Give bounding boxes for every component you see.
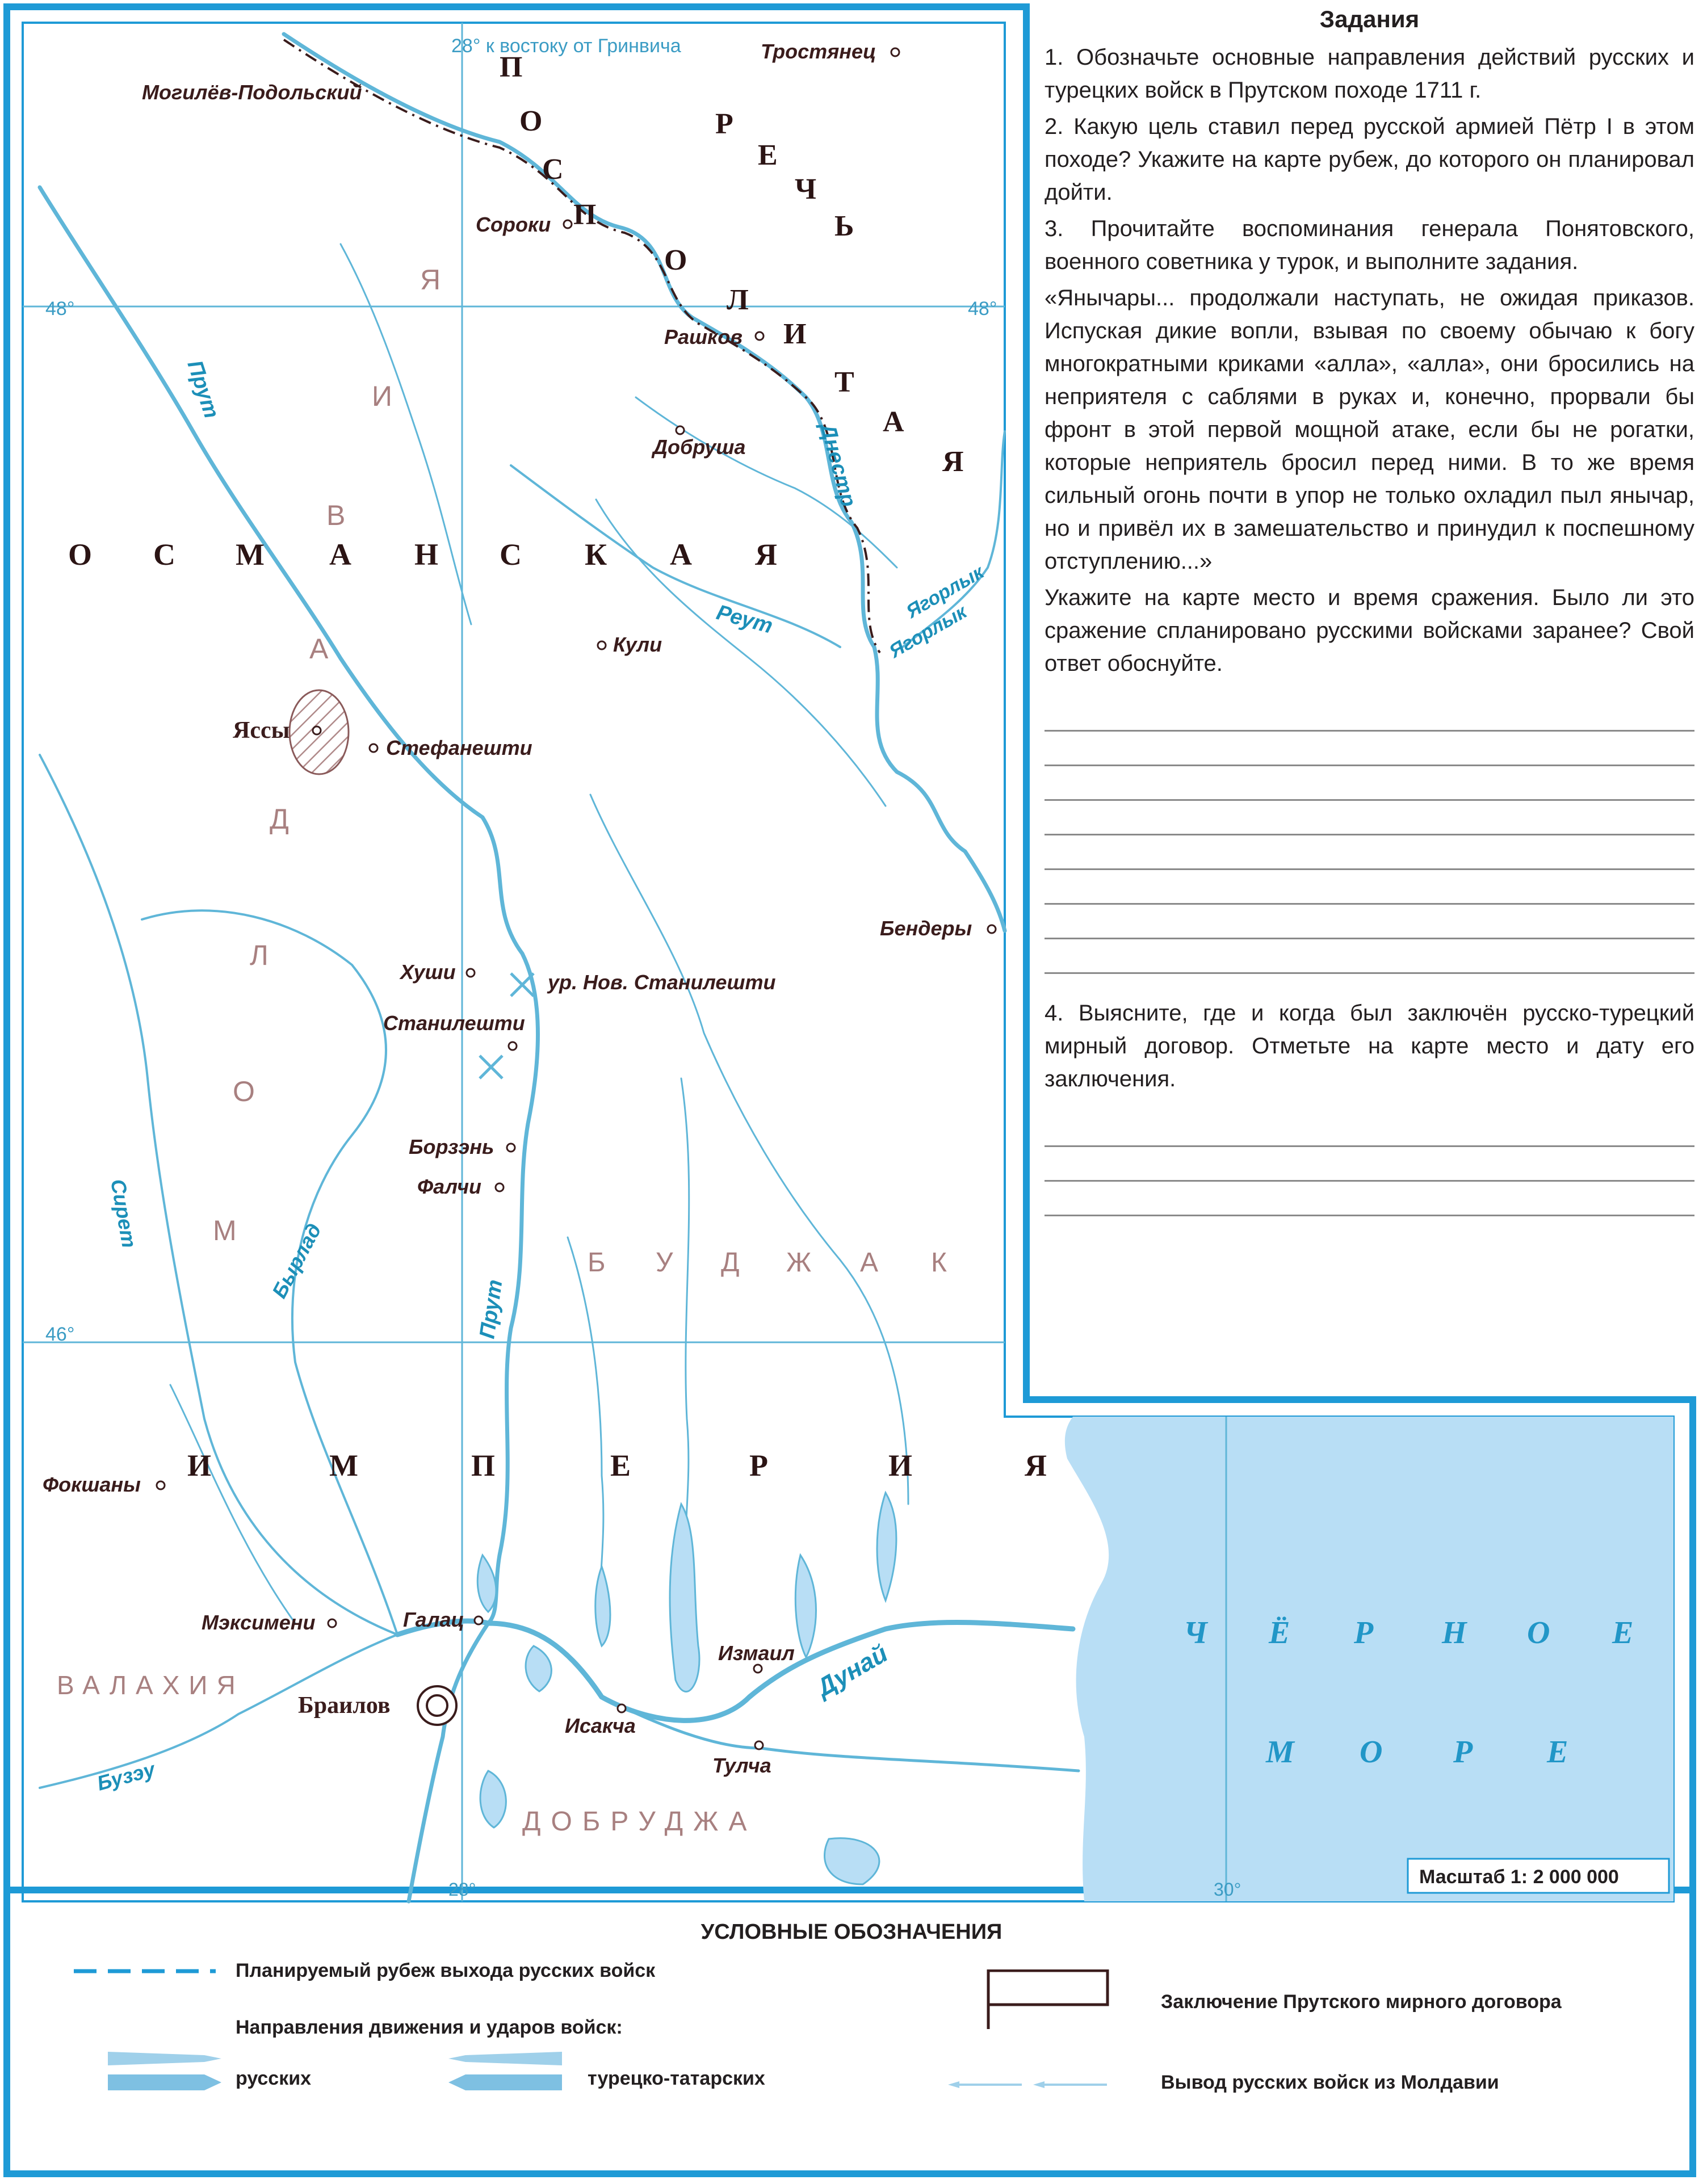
answer-lines-1[interactable]: [1045, 697, 1694, 974]
empire-letter: И: [888, 1448, 916, 1482]
siret-river: [40, 755, 397, 1635]
rech-letter: О: [664, 244, 690, 276]
city-rashkov: Рашков: [664, 325, 743, 348]
empire-letter: М: [329, 1448, 362, 1482]
lon30-bottom: 30°: [1214, 1879, 1241, 1900]
task-3: 3. Прочитайте воспоминания генерала Понятовского, военного советника у турок, и выполните задания.: [1045, 216, 1694, 274]
treaty-flag-icon: [985, 1969, 1115, 2032]
lon28-bottom: 28°: [448, 1879, 476, 1900]
moldavia-letter: О: [233, 1076, 255, 1107]
sea-letter: Н: [1442, 1615, 1467, 1650]
ottoman-letter: А: [670, 537, 695, 572]
ottoman-letter: С: [153, 537, 179, 572]
lat46-left: 46°: [45, 1324, 75, 1345]
city-dobrusha: Добруша: [653, 435, 746, 459]
planned-line-icon: [74, 1965, 216, 1977]
city-trostyanets: Тростянец: [761, 40, 876, 63]
empire-letter: Е: [610, 1448, 634, 1482]
empire-letter: Р: [749, 1448, 771, 1482]
moldavia-letter: И: [372, 380, 392, 412]
sea-letter: Е: [1612, 1615, 1634, 1650]
legend-turkish: турецко-татарских: [588, 2068, 765, 2089]
city-mogilev: Могилёв-Подольский: [142, 81, 362, 104]
city-kuli: Кули: [613, 633, 662, 656]
river-west-1: [341, 244, 471, 624]
ottoman-letter: О: [68, 537, 95, 572]
rech-letter: О: [519, 105, 546, 137]
task-3-quote: «Янычары... продолжали наступать, не ожидая приказов. Испуская дикие вопли, взывая по своему обычаю к богу многократными криками «алла», «алла», они бросились на неприятеля с саблями в руках и, конечно, прорвали бы фронт в этой первой мощной атаке, если бы не рогатки, которые неприятель бросил перед ними. В то же время сильный огонь почти в упор не только охладил пыл янычар, но и привёл их в замешательство и принудил к поспешному отступлению...»: [1045, 285, 1694, 574]
city-yassy: Яссы: [233, 717, 290, 744]
city-stanileshti: Станилешти: [383, 1011, 525, 1035]
rech-letter: С: [542, 153, 567, 186]
sea-letter: Р: [1354, 1615, 1374, 1650]
sea-letter: О: [1527, 1615, 1550, 1650]
legend-withdrawal: Вывод русских войск из Молдавии: [1161, 2072, 1499, 2093]
city-fokshany: Фокшаны: [43, 1473, 141, 1496]
empire-letter: П: [471, 1448, 498, 1482]
river-kagul: [568, 1237, 603, 1618]
task-1: 1. Обозначьте основные направления действий русских и турецких войск в Прутском походе 1711 г.: [1045, 45, 1694, 103]
city-bendery: Бендеры: [880, 917, 972, 940]
moldavia-letter: Д: [270, 803, 289, 835]
city-dots: [157, 48, 996, 1749]
reut-label: Реут: [714, 600, 775, 639]
empire-letter: Я: [1025, 1448, 1050, 1482]
black-sea: [1065, 1417, 1673, 1901]
scale-label: Масштаб 1: 2 000 000: [1419, 1866, 1619, 1888]
moldavia-letter: В: [326, 499, 346, 531]
ottoman-letter: К: [585, 537, 610, 572]
meridian-note: 28° к востоку от Гринвича: [451, 35, 681, 57]
dunai-label: Дунай: [812, 1639, 893, 1702]
rech-letter: Т: [834, 366, 857, 398]
danube-river: [397, 1621, 1073, 1720]
legend-russian: русских: [236, 2068, 312, 2089]
rech-letter: Л: [727, 284, 752, 316]
city-galats: Галац: [403, 1608, 464, 1631]
prut-river: [40, 187, 538, 1623]
answer-lines-2[interactable]: [1045, 1112, 1694, 1216]
task-4: 4. Выясните, где и когда был заключён русско-турецкий мирный договор. Отметьте на карте место и дату его заключения.: [1045, 1001, 1694, 1091]
sea-letter: М: [1266, 1734, 1294, 1770]
prut-label-south: Прут: [475, 1278, 507, 1341]
river-west-2: [170, 1385, 295, 1623]
yagorlyk-label-2: Ягорлык: [886, 600, 971, 662]
byrlad-label: Бырлад: [267, 1219, 326, 1302]
budjak-letter: У: [656, 1248, 673, 1278]
city-falchi: Фалчи: [417, 1175, 482, 1198]
task-2: 2. Какую цель ставил перед русской армией Пётр I в этом походе? Укажите на карте рубеж, до которого он планировал дойти.: [1045, 114, 1694, 205]
tasks-title: Задания: [1319, 6, 1420, 32]
sea-letter: Ч: [1184, 1615, 1207, 1650]
sea-letter: Ё: [1269, 1615, 1290, 1650]
buzau-label: Бузэу: [94, 1757, 158, 1795]
tasks-panel: [1045, 6, 1694, 1356]
city-nov-stanileshti: ур. Нов. Станилешти: [548, 971, 776, 994]
city-maksimeni: Мэксимени: [202, 1611, 316, 1634]
rech-letter: П: [573, 199, 599, 231]
state-labels: [68, 51, 1050, 1482]
turkish-arrow-icon: [448, 2047, 562, 2093]
russian-arrow-icon: [108, 2047, 221, 2093]
danube-south-arm: [602, 1697, 1079, 1771]
ottoman-letter: Я: [755, 537, 781, 572]
ottoman-letter: М: [236, 537, 268, 572]
city-soroki: Сороки: [476, 213, 551, 236]
dnestr-river: [284, 34, 1005, 931]
sea-letter: Е: [1547, 1734, 1568, 1770]
rech-letter: Е: [758, 139, 781, 171]
lat48-right: 48°: [968, 298, 997, 320]
task-3-question: Укажите на карте место и время сражения. Было ли это сражение спланировано русскими войсками заранее? Свой ответ обоснуйте.: [1045, 585, 1694, 676]
rech-letter: П: [500, 51, 526, 83]
rech-letter: И: [783, 318, 809, 350]
legend-title: УСЛОВНЫЕ ОБОЗНАЧЕНИЯ: [701, 1920, 1002, 1944]
legend: [34, 1899, 1669, 2165]
rech-letter: Я: [942, 446, 967, 478]
lat48-left: 48°: [45, 298, 75, 320]
city-isakcha: Исакча: [565, 1714, 636, 1737]
dobruja-label: ДОБРУДЖА: [522, 1807, 757, 1837]
budjak-letter: А: [860, 1248, 879, 1278]
moldavia-letter: Я: [420, 264, 441, 296]
rech-letter: Ь: [834, 210, 857, 242]
prut-label-north: Прут: [182, 357, 224, 422]
danube-lower-to-braila: [409, 1623, 488, 1901]
budjak-letter: Д: [721, 1248, 740, 1278]
byrlad-river: [142, 910, 397, 1635]
siret-label: Сирет: [106, 1177, 141, 1250]
moldavia-letter: М: [213, 1215, 237, 1246]
moldavia-letter: А: [309, 633, 329, 665]
city-stefaneshti: Стефанешти: [386, 736, 532, 759]
city-tulcha: Тулча: [712, 1754, 771, 1777]
city-izmail: Измаил: [718, 1641, 795, 1665]
moldavia-letter: Л: [250, 939, 269, 971]
ottoman-letter: А: [329, 537, 355, 572]
legend-directions: Направления движения и ударов войск:: [236, 2017, 623, 2038]
dnestr-label: Днестр: [815, 421, 861, 510]
rivers: [40, 34, 1079, 1901]
city-brailov: Браилов: [298, 1692, 391, 1719]
withdrawal-arrow-icon: [948, 2079, 1113, 2090]
ottoman-letter: С: [500, 537, 525, 572]
river-kogylnik: [590, 795, 908, 1504]
river-labels: [94, 358, 988, 1795]
city-hushi: Хуши: [400, 960, 456, 984]
city-borzen: Борзэнь: [409, 1135, 494, 1158]
ottoman-letter: Н: [414, 537, 442, 572]
rech-letter: Ч: [795, 173, 820, 205]
rech-letter: А: [883, 406, 907, 438]
legend-planned-line: Планируемый рубеж выхода русских войск: [236, 1960, 656, 1981]
empire-letter: И: [187, 1448, 215, 1482]
wallachia-label: ВАЛАХИЯ: [57, 1670, 245, 1700]
budjak-letter: Ж: [786, 1248, 812, 1278]
budjak-letter: Б: [588, 1248, 606, 1278]
yagorlyk-label-1: Ягорлык: [903, 561, 988, 623]
budjak-letter: К: [931, 1248, 947, 1278]
sea-letter: Р: [1453, 1734, 1473, 1770]
rech-letter: Р: [715, 108, 736, 140]
legend-treaty: Заключение Прутского мирного договора: [1161, 1991, 1562, 2013]
fortress-icon: [418, 1686, 456, 1725]
sea-letter: О: [1360, 1734, 1383, 1770]
